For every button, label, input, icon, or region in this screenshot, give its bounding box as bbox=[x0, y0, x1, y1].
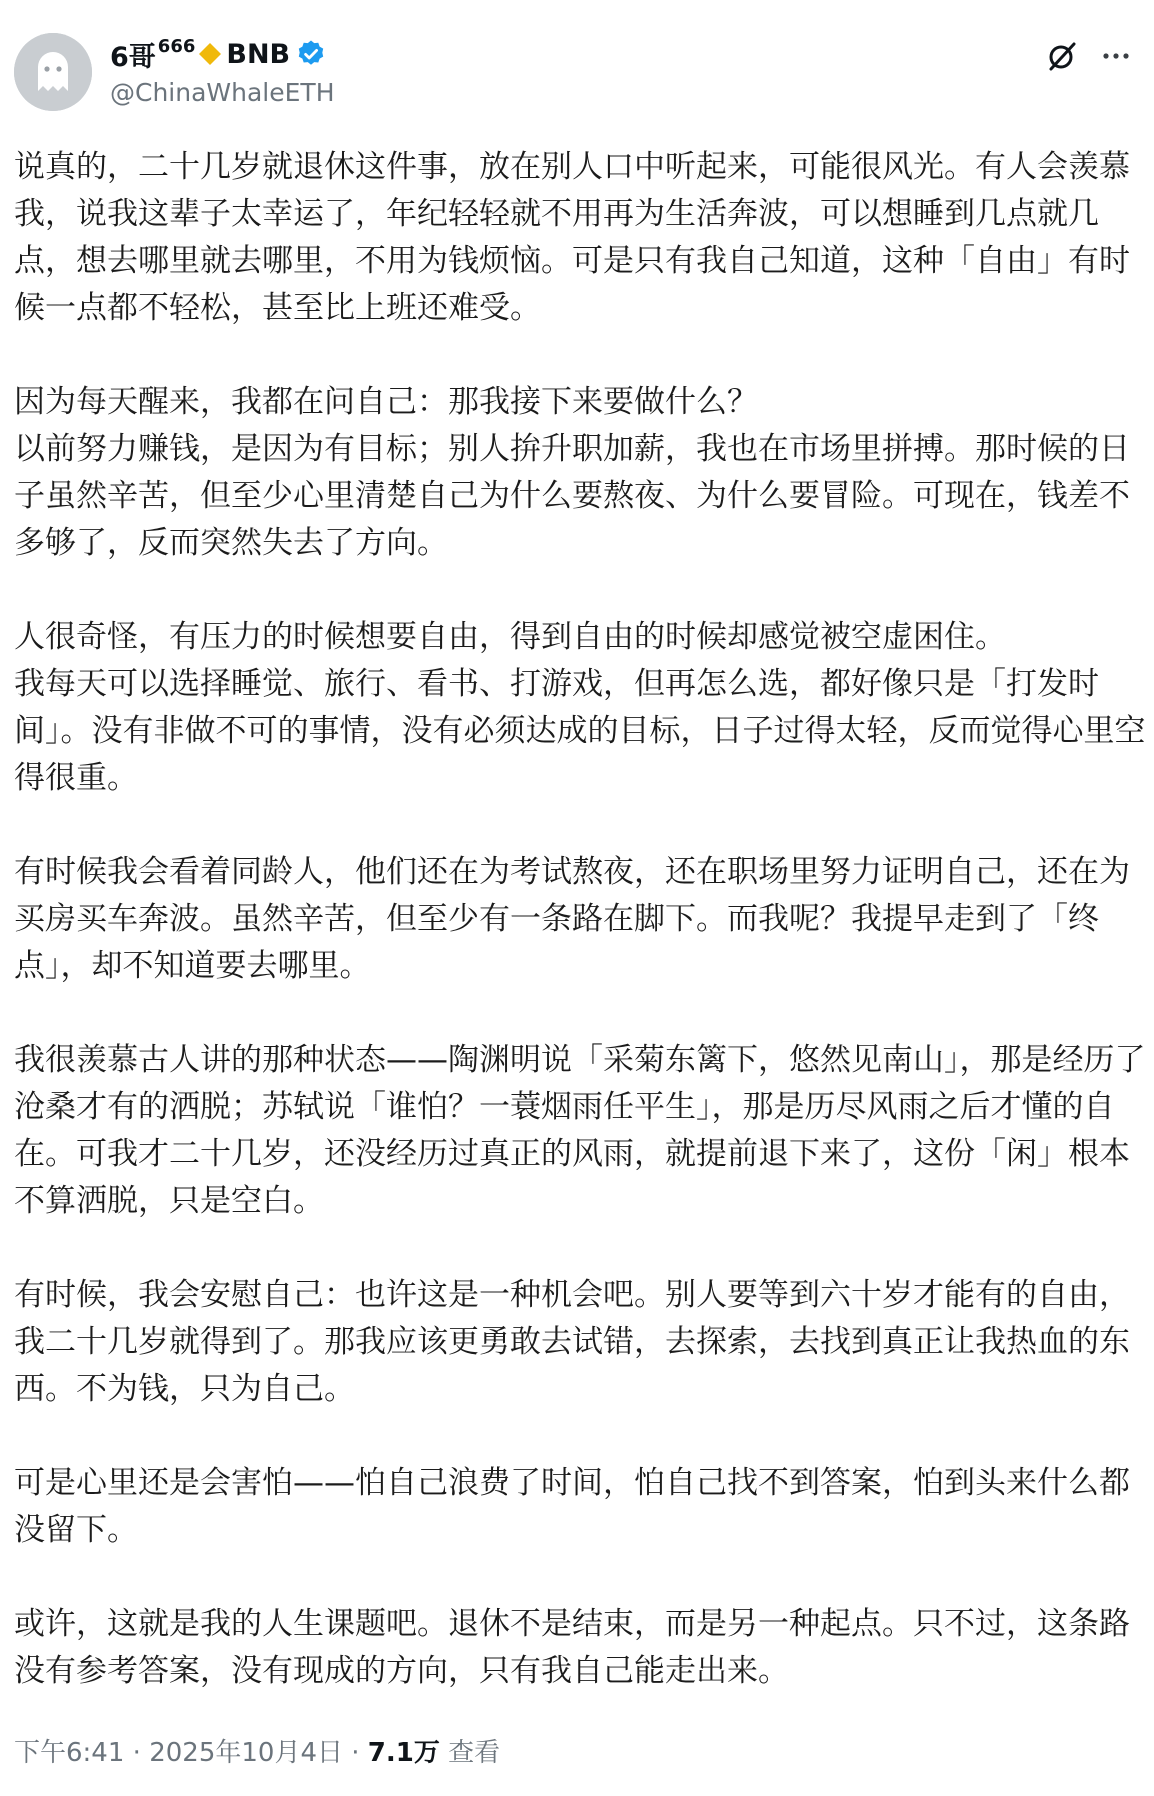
post-time[interactable]: 下午6:41 bbox=[14, 1738, 125, 1768]
tweet-paragraph: 人很奇怪，有压力的时候想要自由，得到自由的时候却感觉被空虚困住。 我每天可以选择睡觉、旅行、看书、打游戏，但再怎么选，都好像只是「打发时间」。没有非做不可的事情，没有必须达成的目标，日子过得太轻，反而觉得心里空得很重。 bbox=[14, 619, 1146, 796]
grok-icon[interactable] bbox=[1044, 38, 1080, 74]
more-icon[interactable] bbox=[1098, 40, 1134, 70]
tweet-paragraph: 我很羡慕古人讲的那种状态——陶渊明说「采菊东篱下，悠然见南山」，那是经历了沧桑才有的洒脱；苏轼说「谁怕？一蓑烟雨任平生」，那是历尽风雨之后才懂的自在。可我才二十几岁，还没经历过真正的风雨，就提前退下来了，这份「闲」根本不算洒脱，只是空白。 bbox=[14, 1042, 1146, 1219]
meta-separator: · bbox=[342, 1738, 368, 1768]
tweet-meta bbox=[14, 1732, 500, 1769]
tweet-paragraph: 说真的，二十几岁就退休这件事，放在别人口中听起来，可能很风光。有人会羡慕我，说我这辈子太幸运了，年纪轻轻就不用再为生活奔波，可以想睡到几点就几点，想去哪里就去哪里，不用为钱烦恼。可是只有我自己知道，这种「自由」有时候一点都不轻松，甚至比上班还难受。 bbox=[14, 149, 1130, 326]
views-label: 查看 bbox=[439, 1738, 501, 1768]
author-display-name[interactable]: 6哥 bbox=[110, 41, 156, 73]
views-count: 7.1万 bbox=[367, 1738, 440, 1768]
tweet-body bbox=[14, 144, 1146, 1695]
post-date[interactable]: 2025年10月4日 bbox=[149, 1738, 343, 1768]
author-name-token: BNB bbox=[226, 38, 291, 70]
tweet-paragraph: 有时候，我会安慰自己：也许这是一种机会吧。别人要等到六十岁才能有的自由，我二十几岁就得到了。那我应该更勇敢去试错，去探索，去找到真正让我热血的东西。不为钱，只为自己。 bbox=[14, 1277, 1130, 1407]
verified-icon[interactable] bbox=[296, 39, 326, 69]
bnb-diamond-icon bbox=[197, 41, 223, 67]
tweet-paragraph: 因为每天醒来，我都在问自己：那我接下来要做什么？ 以前努力赚钱，是因为有目标；别人拚升职加薪，我也在市场里拼搏。那时候的日子虽然辛苦，但至少心里清楚自己为什么要熬夜、为什么要冒险。可现在，钱差不多够了，反而突然失去了方向。 bbox=[14, 384, 1130, 561]
tweet-header bbox=[0, 0, 1154, 120]
author-name-row[interactable] bbox=[110, 34, 326, 74]
avatar[interactable] bbox=[14, 33, 92, 111]
meta-separator: · bbox=[124, 1738, 150, 1768]
tweet-paragraph: 有时候我会看着同龄人，他们还在为考试熬夜，还在职场里努力证明自己，还在为买房买车奔波。虽然辛苦，但至少有一条路在脚下。而我呢？我提早走到了「终点」，却不知道要去哪里。 bbox=[14, 854, 1130, 984]
ghost-icon bbox=[14, 33, 92, 111]
tweet-paragraph: 可是心里还是会害怕——怕自己浪费了时间，怕自己找不到答案，怕到头来什么都没留下。 bbox=[14, 1465, 1130, 1548]
tweet-paragraph: 或许，这就是我的人生课题吧。退休不是结束，而是另一种起点。只不过，这条路没有参考答案，没有现成的方向，只有我自己能走出来。 bbox=[14, 1606, 1130, 1689]
author-handle[interactable]: @ChinaWhaleETH bbox=[110, 78, 335, 107]
author-name-superscript: 666 bbox=[157, 35, 196, 57]
